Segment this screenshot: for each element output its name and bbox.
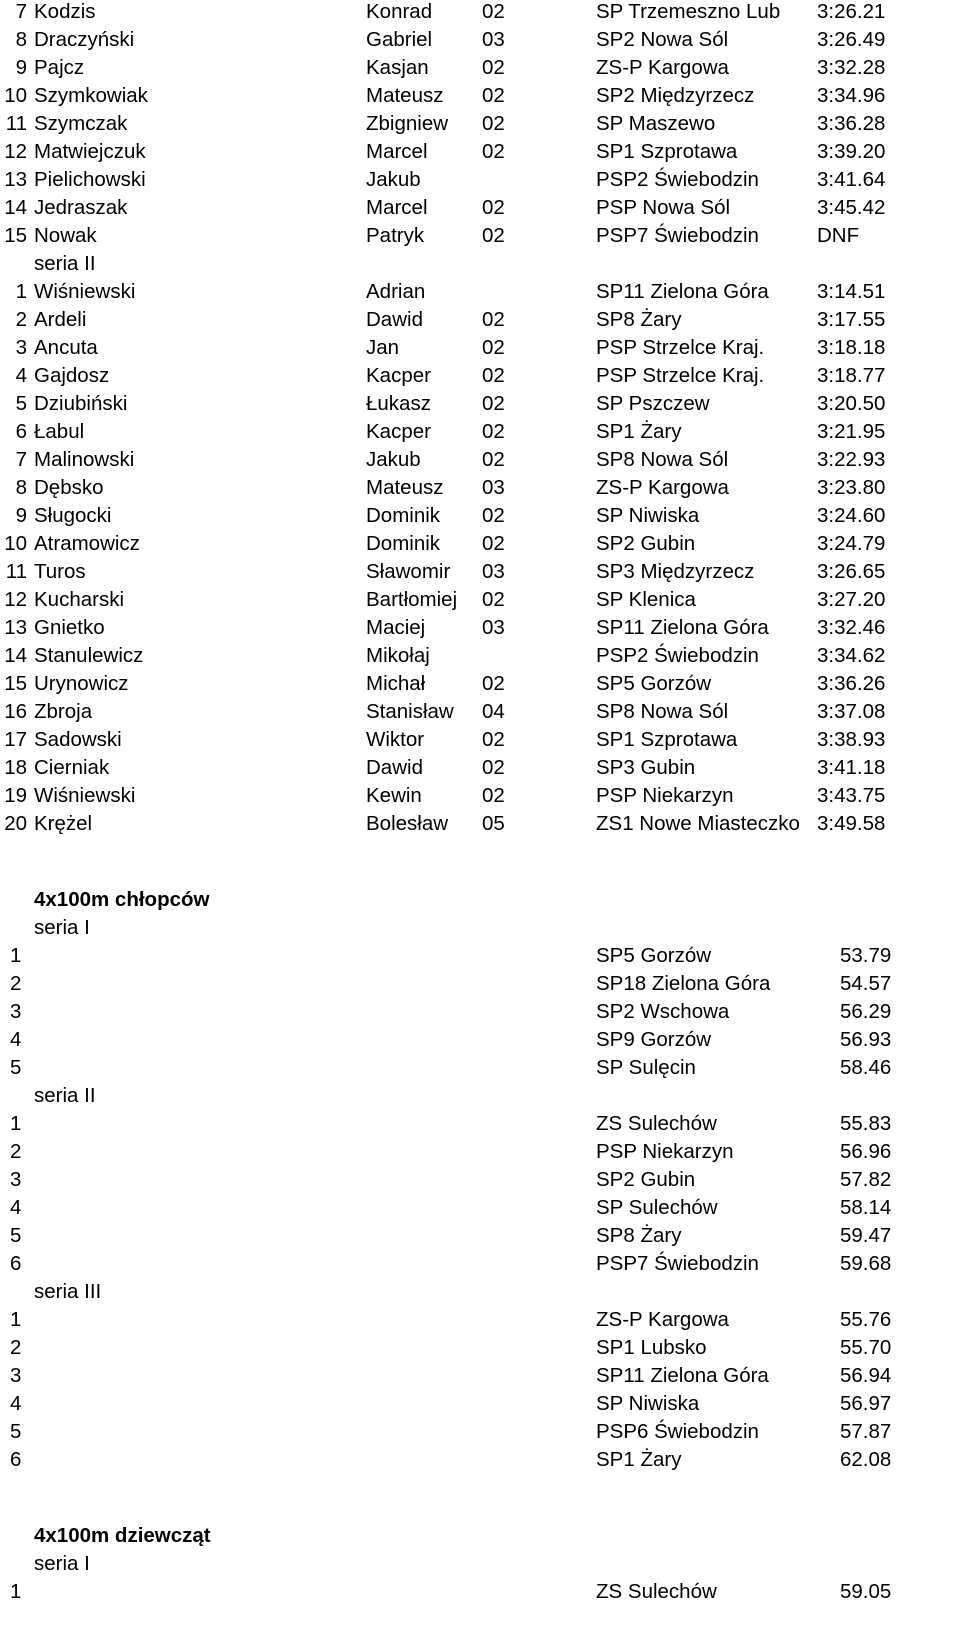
result-row [0, 782, 960, 810]
athlete-first-name: Patryk [366, 224, 425, 247]
school-name: SP Sulęcin [596, 1056, 696, 1079]
result-row [0, 502, 960, 530]
place-number: 3 [10, 1168, 22, 1191]
athlete-first-name: Zbigniew [366, 112, 449, 135]
birth-year: 02 [482, 364, 505, 387]
event-heading [0, 1522, 960, 1550]
school-name: SP3 Gubin [596, 756, 696, 779]
school-name: PSP2 Świebodzin [596, 168, 759, 191]
birth-year: 02 [482, 420, 505, 443]
result-time: 56.96 [840, 1140, 892, 1163]
result-row [0, 670, 960, 698]
school-name: PSP2 Świebodzin [596, 644, 759, 667]
place-number: 5 [10, 1224, 22, 1247]
birth-year: 02 [482, 392, 505, 415]
athlete-first-name: Adrian [366, 280, 426, 303]
place-number: 1 [15, 280, 27, 303]
school-name: SP2 Nowa Sól [596, 28, 729, 51]
result-row [0, 110, 960, 138]
athlete-first-name: Gabriel [366, 28, 433, 51]
relay-row [0, 1166, 960, 1194]
place-number: 9 [15, 56, 27, 79]
result-time: 3:43.75 [817, 784, 886, 807]
relay-row [0, 1026, 960, 1054]
result-time: 59.05 [840, 1580, 892, 1603]
result-time: 3:36.26 [817, 672, 886, 695]
place-number: 1 [10, 1112, 22, 1135]
result-time: 56.94 [840, 1364, 892, 1387]
school-name: PSP7 Świebodzin [596, 1252, 759, 1275]
school-name: ZS Sulechów [596, 1112, 717, 1135]
athlete-first-name: Dominik [366, 504, 441, 527]
school-name: SP1 Szprotawa [596, 140, 738, 163]
relay-row [0, 1362, 960, 1390]
athlete-last-name: Gnietko [34, 616, 105, 639]
place-number: 11 [5, 112, 27, 135]
athlete-last-name: Nowak [34, 224, 97, 247]
school-name: SP2 Międzyrzecz [596, 84, 755, 107]
athlete-last-name: Dziubiński [34, 392, 128, 415]
result-row [0, 166, 960, 194]
place-number: 14 [4, 644, 27, 667]
place-number: 2 [10, 1140, 22, 1163]
birth-year: 03 [482, 616, 505, 639]
school-name: SP11 Zielona Góra [596, 280, 769, 303]
result-row [0, 586, 960, 614]
result-time: 3:27.20 [817, 588, 886, 611]
result-row [0, 418, 960, 446]
place-number: 16 [4, 700, 27, 723]
school-name: SP8 Żary [596, 1224, 682, 1247]
athlete-first-name: Kacper [366, 420, 431, 443]
birth-year: 05 [482, 812, 505, 835]
birth-year: 02 [482, 84, 505, 107]
result-time: 3:38.93 [817, 728, 886, 751]
athlete-last-name: Stanulewicz [34, 644, 144, 667]
place-number: 5 [10, 1420, 22, 1443]
result-time: 62.08 [840, 1448, 892, 1471]
result-row [0, 698, 960, 726]
series-label: seria III [34, 1280, 102, 1303]
event-title: 4x100m dziewcząt [34, 1524, 211, 1547]
school-name: SP9 Gorzów [596, 1028, 712, 1051]
school-name: PSP7 Świebodzin [596, 224, 759, 247]
school-name: PSP6 Świebodzin [596, 1420, 759, 1443]
result-time: 53.79 [840, 944, 892, 967]
athlete-last-name: Kodzis [34, 0, 96, 23]
athlete-first-name: Kacper [366, 364, 431, 387]
athlete-first-name: Kewin [366, 784, 422, 807]
place-number: 1 [10, 1580, 22, 1603]
athlete-first-name: Michał [366, 672, 426, 695]
athlete-first-name: Wiktor [366, 728, 425, 751]
result-time: 3:39.20 [817, 140, 886, 163]
result-row [0, 306, 960, 334]
series-heading [0, 250, 960, 278]
athlete-last-name: Dębsko [34, 476, 104, 499]
section-gap [0, 1474, 960, 1522]
result-row [0, 474, 960, 502]
athlete-last-name: Szymczak [34, 112, 128, 135]
school-name: SP1 Żary [596, 420, 682, 443]
school-name: SP11 Zielona Góra [596, 1364, 769, 1387]
athlete-first-name: Mateusz [366, 476, 444, 499]
athlete-first-name: Mikołaj [366, 644, 430, 667]
birth-year: 02 [482, 196, 505, 219]
result-time: 3:26.21 [817, 0, 886, 23]
athlete-first-name: Mateusz [366, 84, 444, 107]
series-heading [0, 1278, 960, 1306]
series-heading [0, 1550, 960, 1578]
result-time: DNF [817, 224, 860, 247]
result-time: 3:24.60 [817, 504, 886, 527]
result-row [0, 390, 960, 418]
result-row [0, 614, 960, 642]
athlete-first-name: Bolesław [366, 812, 449, 835]
athlete-last-name: Wiśniewski [34, 280, 136, 303]
relay-row [0, 1110, 960, 1138]
place-number: 17 [4, 728, 27, 751]
athlete-first-name: Jakub [366, 168, 421, 191]
place-number: 12 [4, 140, 27, 163]
result-row [0, 726, 960, 754]
result-time: 3:32.28 [817, 56, 886, 79]
school-name: SP Klenica [596, 588, 696, 611]
birth-year: 02 [482, 140, 505, 163]
school-name: SP1 Żary [596, 1448, 682, 1471]
place-number: 4 [10, 1392, 22, 1415]
result-row [0, 362, 960, 390]
birth-year: 02 [482, 336, 505, 359]
athlete-last-name: Wiśniewski [34, 784, 136, 807]
athlete-last-name: Malinowski [34, 448, 135, 471]
place-number: 1 [10, 944, 22, 967]
place-number: 4 [10, 1028, 22, 1051]
birth-year: 02 [482, 504, 505, 527]
place-number: 10 [4, 84, 27, 107]
result-time: 3:34.96 [817, 84, 886, 107]
birth-year: 02 [482, 56, 505, 79]
school-name: PSP Strzelce Kraj. [596, 364, 765, 387]
school-name: SP3 Międzyrzecz [596, 560, 755, 583]
place-number: 15 [4, 224, 27, 247]
athlete-last-name: Krężel [34, 812, 93, 835]
place-number: 4 [15, 364, 27, 387]
result-time: 55.70 [840, 1336, 892, 1359]
school-name: ZS-P Kargowa [596, 1308, 729, 1331]
result-time: 3:37.08 [817, 700, 886, 723]
place-number: 5 [10, 1056, 22, 1079]
result-row [0, 754, 960, 782]
relay-row [0, 970, 960, 998]
result-row [0, 278, 960, 306]
birth-year: 02 [482, 756, 505, 779]
school-name: SP5 Gorzów [596, 672, 712, 695]
result-time: 3:49.58 [817, 812, 886, 835]
relay-row [0, 1446, 960, 1474]
athlete-last-name: Pielichowski [34, 168, 146, 191]
result-time: 3:36.28 [817, 112, 886, 135]
school-name: SP2 Wschowa [596, 1000, 730, 1023]
athlete-first-name: Łukasz [366, 392, 431, 415]
school-name: SP Pszczew [596, 392, 710, 415]
place-number: 12 [4, 588, 27, 611]
result-time: 59.68 [840, 1252, 892, 1275]
school-name: SP Trzemeszno Lub [596, 0, 781, 23]
result-time: 56.29 [840, 1000, 892, 1023]
result-row [0, 558, 960, 586]
place-number: 7 [15, 448, 27, 471]
place-number: 20 [4, 812, 27, 835]
result-time: 59.47 [840, 1224, 892, 1247]
result-time: 55.76 [840, 1308, 892, 1331]
result-time: 3:21.95 [817, 420, 886, 443]
series-label: seria I [34, 1552, 90, 1575]
birth-year: 02 [482, 728, 505, 751]
relay-row [0, 1194, 960, 1222]
result-row [0, 334, 960, 362]
birth-year: 02 [482, 308, 505, 331]
athlete-first-name: Dawid [366, 308, 423, 331]
result-time: 3:18.77 [817, 364, 886, 387]
result-time: 57.87 [840, 1420, 892, 1443]
event-heading [0, 886, 960, 914]
result-time: 3:26.65 [817, 560, 886, 583]
school-name: SP1 Lubsko [596, 1336, 707, 1359]
athlete-first-name: Marcel [366, 140, 428, 163]
birth-year: 02 [482, 588, 505, 611]
place-number: 2 [10, 972, 22, 995]
section-gap [0, 838, 960, 886]
school-name: ZS-P Kargowa [596, 476, 729, 499]
school-name: PSP Niekarzyn [596, 784, 734, 807]
place-number: 2 [10, 1336, 22, 1359]
result-time: 56.97 [840, 1392, 892, 1415]
series-label: seria II [34, 252, 96, 275]
birth-year: 04 [482, 700, 505, 723]
athlete-first-name: Kasjan [366, 56, 429, 79]
school-name: SP5 Gorzów [596, 944, 712, 967]
birth-year: 02 [482, 448, 505, 471]
relay-row [0, 1138, 960, 1166]
place-number: 9 [15, 504, 27, 527]
result-time: 3:41.18 [817, 756, 886, 779]
result-time: 56.93 [840, 1028, 892, 1051]
result-row [0, 446, 960, 474]
athlete-first-name: Konrad [366, 0, 433, 23]
place-number: 8 [15, 28, 27, 51]
school-name: SP2 Gubin [596, 532, 696, 555]
athlete-last-name: Sługocki [34, 504, 112, 527]
athlete-last-name: Atramowicz [34, 532, 140, 555]
place-number: 19 [4, 784, 27, 807]
athlete-first-name: Bartłomiej [366, 588, 458, 611]
relay-row [0, 1054, 960, 1082]
athlete-last-name: Łabul [34, 420, 85, 443]
birth-year: 02 [482, 532, 505, 555]
athlete-last-name: Gajdosz [34, 364, 110, 387]
result-row [0, 810, 960, 838]
school-name: SP Niwiska [596, 1392, 700, 1415]
birth-year: 02 [482, 672, 505, 695]
result-row [0, 138, 960, 166]
relay-row [0, 1222, 960, 1250]
athlete-first-name: Stanisław [366, 700, 454, 723]
birth-year: 03 [482, 28, 505, 51]
result-time: 3:17.55 [817, 308, 886, 331]
place-number: 8 [15, 476, 27, 499]
relay-row [0, 942, 960, 970]
athlete-last-name: Pajcz [34, 56, 85, 79]
place-number: 13 [4, 168, 27, 191]
school-name: SP8 Nowa Sól [596, 700, 729, 723]
series-heading [0, 914, 960, 942]
result-row [0, 642, 960, 670]
school-name: SP Sulechów [596, 1196, 718, 1219]
result-time: 54.57 [840, 972, 892, 995]
place-number: 1 [10, 1308, 22, 1331]
school-name: SP Niwiska [596, 504, 700, 527]
result-row [0, 54, 960, 82]
athlete-first-name: Jan [366, 336, 400, 359]
place-number: 4 [10, 1196, 22, 1219]
result-row [0, 82, 960, 110]
athlete-last-name: Jedraszak [34, 196, 128, 219]
place-number: 10 [4, 532, 27, 555]
relay-row [0, 1418, 960, 1446]
school-name: ZS-P Kargowa [596, 56, 729, 79]
result-row [0, 222, 960, 250]
school-name: SP18 Zielona Góra [596, 972, 771, 995]
athlete-first-name: Sławomir [366, 560, 451, 583]
relay-row [0, 1250, 960, 1278]
school-name: ZS1 Nowe Miasteczko [596, 812, 800, 835]
school-name: SP8 Żary [596, 308, 682, 331]
result-row [0, 0, 960, 26]
place-number: 3 [15, 336, 27, 359]
place-number: 3 [10, 1364, 22, 1387]
relay-row [0, 1306, 960, 1334]
relay-row [0, 1334, 960, 1362]
series-label: seria II [34, 1084, 96, 1107]
school-name: SP1 Szprotawa [596, 728, 738, 751]
place-number: 14 [4, 196, 27, 219]
place-number: 6 [10, 1448, 22, 1471]
result-time: 3:23.80 [817, 476, 886, 499]
place-number: 3 [10, 1000, 22, 1023]
result-time: 3:45.42 [817, 196, 886, 219]
place-number: 11 [5, 560, 27, 583]
relay-row [0, 1390, 960, 1418]
athlete-last-name: Turos [34, 560, 86, 583]
place-number: 7 [15, 0, 27, 23]
school-name: SP11 Zielona Góra [596, 616, 769, 639]
result-time: 58.46 [840, 1056, 892, 1079]
relay-row [0, 998, 960, 1026]
result-row [0, 530, 960, 558]
athlete-last-name: Urynowicz [34, 672, 129, 695]
result-row [0, 26, 960, 54]
place-number: 6 [10, 1252, 22, 1275]
athlete-last-name: Ancuta [34, 336, 98, 359]
relay-row [0, 1578, 960, 1606]
result-time: 3:20.50 [817, 392, 886, 415]
school-name: PSP Niekarzyn [596, 1140, 734, 1163]
athlete-last-name: Matwiejczuk [34, 140, 146, 163]
result-time: 55.83 [840, 1112, 892, 1135]
place-number: 15 [4, 672, 27, 695]
school-name: PSP Nowa Sól [596, 196, 731, 219]
school-name: SP Maszewo [596, 112, 716, 135]
result-time: 3:32.46 [817, 616, 886, 639]
result-time: 3:24.79 [817, 532, 886, 555]
place-number: 2 [15, 308, 27, 331]
result-row [0, 194, 960, 222]
birth-year: 02 [482, 224, 505, 247]
athlete-last-name: Kucharski [34, 588, 125, 611]
school-name: SP2 Gubin [596, 1168, 696, 1191]
result-time: 3:41.64 [817, 168, 886, 191]
birth-year: 02 [482, 0, 505, 23]
place-number: 6 [15, 420, 27, 443]
place-number: 18 [4, 756, 27, 779]
result-time: 3:14.51 [817, 280, 886, 303]
athlete-last-name: Szymkowiak [34, 84, 148, 107]
series-label: seria I [34, 916, 90, 939]
birth-year: 03 [482, 560, 505, 583]
school-name: ZS Sulechów [596, 1580, 717, 1603]
school-name: SP8 Nowa Sól [596, 448, 729, 471]
result-time: 57.82 [840, 1168, 892, 1191]
athlete-last-name: Cierniak [34, 756, 110, 779]
athlete-first-name: Jakub [366, 448, 421, 471]
result-time: 3:22.93 [817, 448, 886, 471]
place-number: 5 [15, 392, 27, 415]
event-title: 4x100m chłopców [34, 888, 210, 911]
athlete-last-name: Sadowski [34, 728, 122, 751]
athlete-first-name: Marcel [366, 196, 428, 219]
birth-year: 03 [482, 476, 505, 499]
athlete-first-name: Dominik [366, 532, 441, 555]
result-time: 3:18.18 [817, 336, 886, 359]
athlete-last-name: Zbroja [34, 700, 93, 723]
athlete-first-name: Maciej [366, 616, 426, 639]
athlete-last-name: Ardeli [34, 308, 87, 331]
birth-year: 02 [482, 784, 505, 807]
school-name: PSP Strzelce Kraj. [596, 336, 765, 359]
place-number: 13 [4, 616, 27, 639]
athlete-first-name: Dawid [366, 756, 423, 779]
birth-year: 02 [482, 112, 505, 135]
result-time: 3:26.49 [817, 28, 886, 51]
series-heading [0, 1082, 960, 1110]
result-time: 3:34.62 [817, 644, 886, 667]
result-time: 58.14 [840, 1196, 892, 1219]
athlete-last-name: Draczyński [34, 28, 135, 51]
